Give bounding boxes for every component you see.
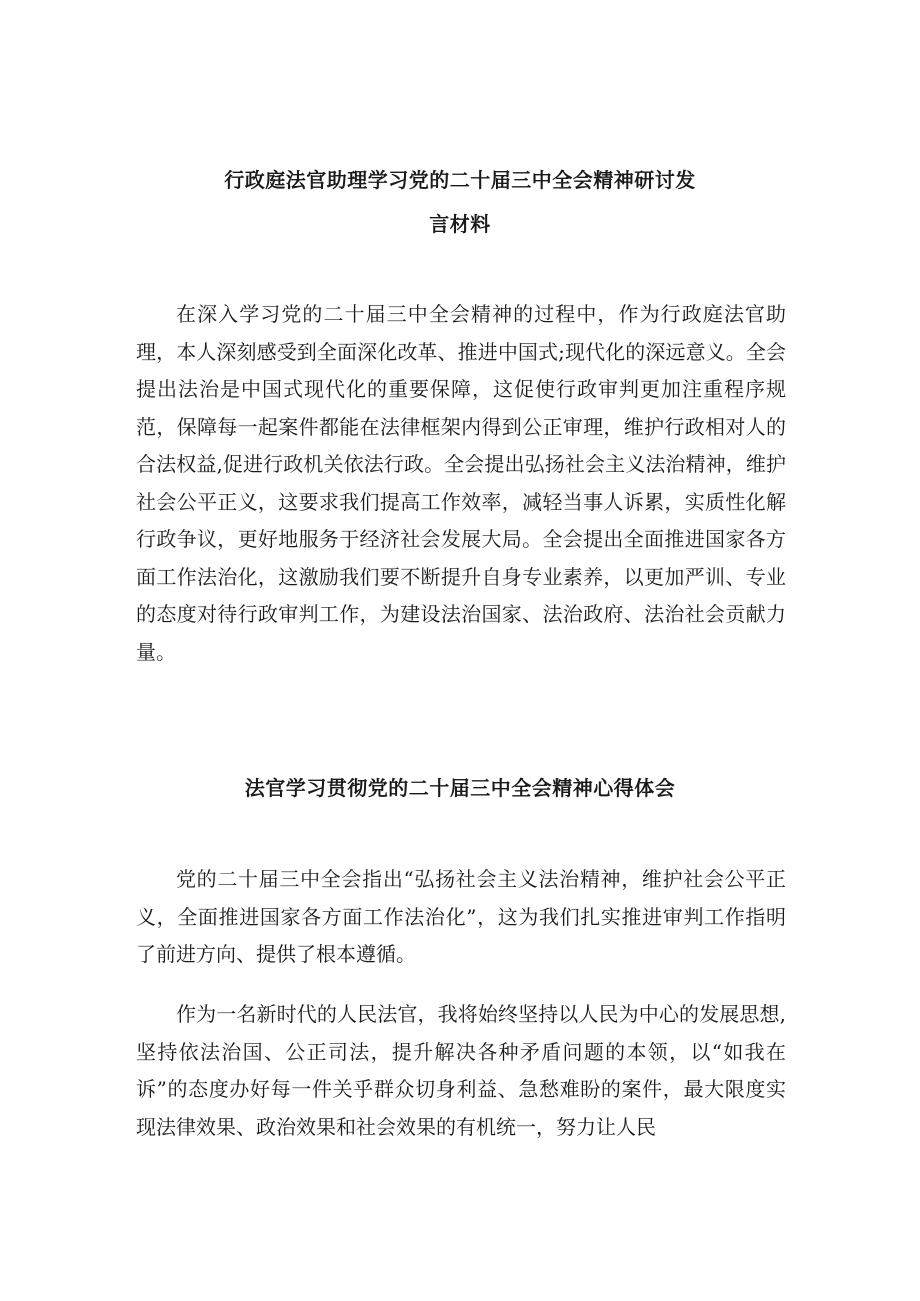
section1-paragraph: 在深入学习党的二十届三中全会精神的过程中，作为行政庭法官助理，本人深刻感受到全面深化改革、推进中国式;现代化的深远意义。全会提出法治是中国式现代化的重要保障，这促使行政审判更加注重程序规范，保障每一起案件都能在法律框架内得到公正审理，维护行政相对人的合法权益,促进行政机关依法行政。全会提出弘扬社会主义法治精神，维护社会公平正义，这要求我们提高工作效率，减轻当事人诉累，实质性化解行政争议，更好地服务于经济社会发展大局。全会提出全面推进国家各方面工作法治化，这激励我们要不断提升自身专业素养，以更加严训、专业的态度对待行政审判工作，为建设法治国家、法治政府、法治社会贡献力量。 xyxy=(136,302,786,664)
section2-paragraph1: 党的二十届三中全会指出“弘扬社会主义法治精神，维护社会公平正义，全面推进国家各方面工作法治化”，这为我们扎实推进审判工作指明了前进方向、提供了根本遵循。 xyxy=(136,867,786,966)
section1-title-line2: 言材料 xyxy=(429,212,491,236)
section2-paragraph2: 作为一名新时代的人民法官，我将始终坚持以人民为中心的发展思想,坚持依法治国、公正司法，提升解决各种矛盾问题的本领，以“如我在诉”的态度办好每一件关乎群众切身利益、急愁难盼的案件，最大限度实现法律效果、政治效果和社会效果的有机统一，努力让人民 xyxy=(136,1002,786,1139)
section1-title-line1: 行政庭法官助理学习党的二十届三中全会精神研讨发 xyxy=(224,168,696,192)
section2-title: 法官学习贯彻党的二十届三中全会精神心得体会 xyxy=(244,776,676,800)
